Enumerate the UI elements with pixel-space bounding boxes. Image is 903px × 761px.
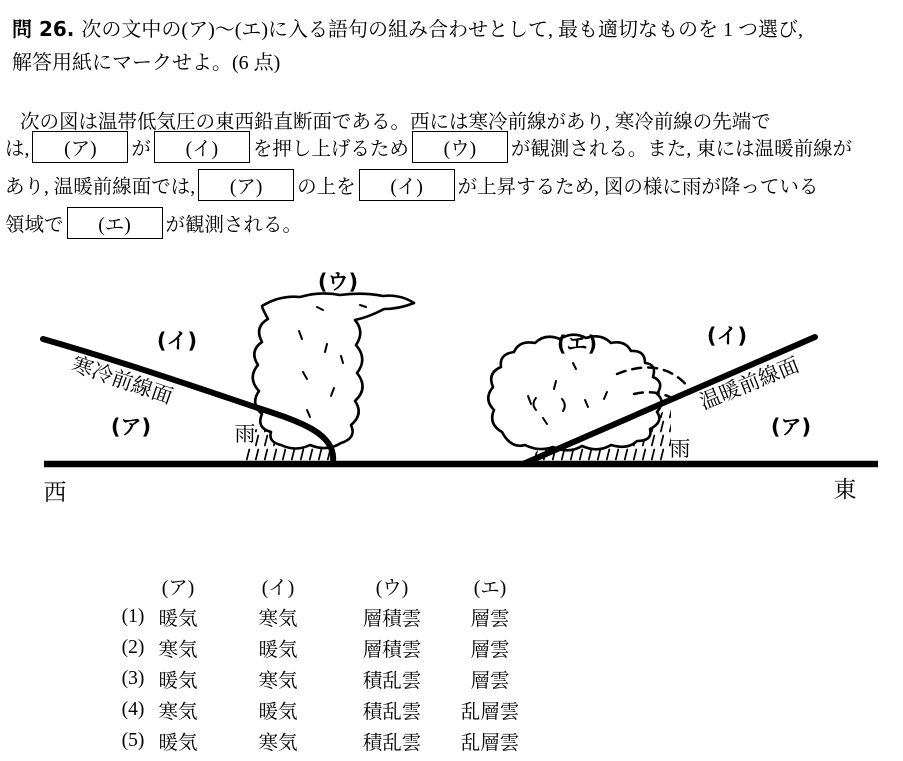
question-heading-line1: [12, 13, 803, 42]
passage-text: が観測される。また, 東には温暖前線が: [510, 139, 853, 160]
answer-row-5: [108, 725, 554, 756]
blank-box-a: (ア): [32, 131, 128, 163]
choice-value: 積乱雲: [362, 732, 422, 754]
choice-value: 寒気: [158, 639, 198, 661]
blank-box-u: (ウ): [412, 131, 508, 163]
choice-value: 層雲: [470, 670, 510, 692]
label-east: 東: [833, 477, 857, 502]
label-warm-front-surface: 温暖前線面: [696, 352, 803, 415]
label-west: 西: [43, 480, 67, 505]
passage-text: が上昇するため, 図の様に雨が降っている: [457, 177, 819, 198]
question-number: 問 26.: [12, 17, 75, 41]
question-text-line1: 次の文中の(ア)～(エ)に入る語句の組み合わせとして, 最も適切なものを 1 つ選び,: [81, 19, 804, 41]
choice-value: 寒気: [258, 670, 298, 692]
choice-number: (4): [121, 698, 145, 720]
label-below-cold-front-blank: (ア): [110, 415, 152, 439]
passage-text: あり, 温暖前線面では,: [5, 177, 196, 198]
passage-text: が観測される。: [165, 215, 303, 236]
question-text-line2: 解答用紙にマークせよ。(6 点): [12, 52, 281, 74]
passage-text: を押し上げるため: [252, 139, 409, 160]
choice-number: (3): [121, 667, 145, 689]
passage-text: は,: [5, 139, 30, 160]
choice-value: 寒気: [258, 732, 298, 754]
label-air-right-blank: (イ): [706, 324, 748, 348]
choice-value: 暖気: [158, 732, 198, 754]
choice-value: 層雲: [470, 608, 510, 630]
question-heading-line2: [12, 46, 280, 75]
label-below-warm-front-blank: (ア): [770, 415, 812, 439]
choice-value: 乱層雲: [460, 732, 520, 754]
choice-value: 乱層雲: [460, 701, 520, 723]
answer-row-2: [108, 632, 554, 663]
choice-number: (2): [121, 636, 145, 658]
label-cumulonimbus-blank: (ウ): [317, 270, 359, 294]
choice-value: 暖気: [258, 639, 298, 661]
choice-number: (1): [121, 605, 145, 627]
label-rain-east: 雨: [669, 437, 691, 461]
answer-table-header-row: [108, 570, 554, 601]
choice-value: 暖気: [158, 608, 198, 630]
label-nimbostratus-blank: (エ): [556, 332, 598, 356]
blank-box-e: (エ): [67, 207, 163, 239]
choice-value: 積乱雲: [362, 670, 422, 692]
column-header-i: (イ): [261, 577, 295, 599]
choice-value: 層積雲: [362, 608, 422, 630]
cumulonimbus-cloud: [253, 293, 414, 448]
answer-row-3: [108, 663, 554, 694]
front-diagram: [0, 252, 903, 520]
passage-line4: [5, 207, 302, 239]
answer-row-1: [108, 601, 554, 632]
blank-box-i2: (イ): [359, 169, 455, 201]
passage-text: が: [131, 139, 151, 160]
label-cold-front-surface: 寒冷前線面: [68, 351, 176, 409]
blank-box-i: (イ): [154, 131, 250, 163]
column-header-a: (ア): [161, 577, 195, 599]
column-header-u: (ウ): [375, 577, 409, 599]
passage-line3: [5, 169, 818, 201]
choice-value: 寒気: [258, 608, 298, 630]
passage-line2: [5, 131, 852, 163]
passage-text: 領域で: [5, 215, 64, 236]
choice-value: 寒気: [158, 701, 198, 723]
label-rain-west: 雨: [234, 422, 256, 446]
label-cold-air-left-blank: (イ): [156, 329, 198, 353]
choice-number: (5): [121, 729, 145, 751]
choice-value: 層雲: [470, 639, 510, 661]
choice-value: 暖気: [158, 670, 198, 692]
choice-value: 暖気: [258, 701, 298, 723]
answer-row-4: [108, 694, 554, 725]
blank-box-a2: (ア): [198, 169, 294, 201]
passage-text: の上を: [297, 177, 356, 198]
passage-text: 次の図は温帯低気圧の東西鉛直断面である。西には寒冷前線があり, 寒冷前線の先端で: [20, 112, 771, 133]
column-header-e: (エ): [473, 577, 507, 599]
choice-value: 層積雲: [362, 639, 422, 661]
choice-value: 積乱雲: [362, 701, 422, 723]
